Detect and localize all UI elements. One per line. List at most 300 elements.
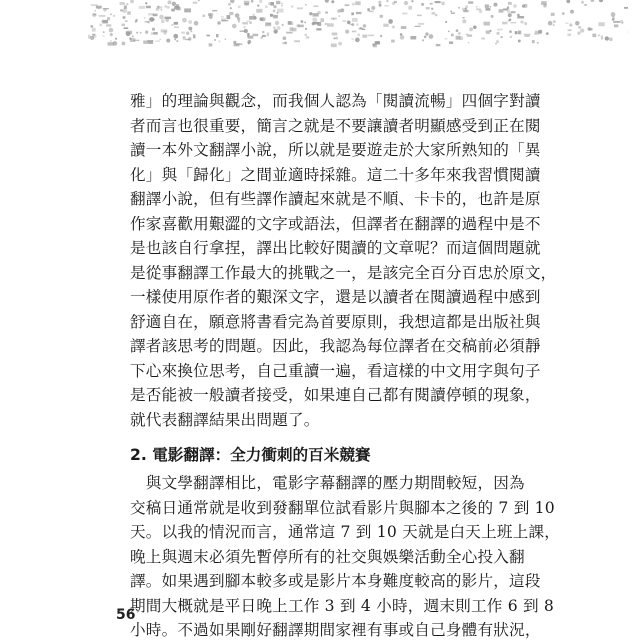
pattern-mark <box>257 5 259 7</box>
pattern-mark <box>345 30 349 34</box>
pattern-mark <box>432 12 436 14</box>
pattern-mark <box>441 1 445 5</box>
pattern-mark <box>165 18 169 22</box>
section-heading: 2. 電影翻譯：全力衝刺的百米競賽 <box>130 441 500 469</box>
pattern-mark <box>371 6 375 10</box>
pattern-mark <box>436 44 441 46</box>
pattern-mark <box>225 38 227 40</box>
decorative-header-pattern <box>88 0 628 48</box>
text-line: 一樣使用原作者的艱深文字，還是以讀者在閱讀過程中感到 <box>130 285 500 310</box>
pattern-mark <box>174 27 179 28</box>
pattern-mark <box>350 24 354 25</box>
pattern-mark <box>511 11 516 13</box>
pattern-mark <box>580 28 584 32</box>
pattern-mark <box>125 20 128 21</box>
pattern-mark <box>90 36 94 40</box>
pattern-mark <box>400 35 405 40</box>
pattern-mark <box>450 10 452 12</box>
pattern-mark <box>352 38 354 39</box>
pattern-mark <box>410 36 416 39</box>
pattern-mark <box>233 41 236 44</box>
pattern-mark <box>485 8 490 11</box>
pattern-mark <box>325 12 328 14</box>
text-line: 期間大概就是平日晚上工作 3 到 4 小時，週末則工作 6 到 8 <box>130 594 500 619</box>
pattern-mark <box>476 6 478 8</box>
pattern-mark <box>103 31 105 33</box>
pattern-mark <box>209 43 213 46</box>
pattern-mark <box>392 25 395 28</box>
pattern-mark <box>242 22 248 24</box>
pattern-mark <box>462 8 466 11</box>
pattern-mark <box>518 32 521 34</box>
pattern-mark <box>524 35 529 36</box>
pattern-mark <box>458 32 460 34</box>
pattern-mark <box>109 28 114 33</box>
pattern-mark <box>458 7 460 9</box>
pattern-mark <box>469 27 473 31</box>
pattern-mark <box>182 18 187 23</box>
pattern-mark <box>260 36 263 39</box>
pattern-mark <box>94 10 96 12</box>
pattern-mark <box>484 22 490 26</box>
pattern-mark <box>320 18 324 22</box>
pattern-mark <box>496 40 499 43</box>
pattern-mark <box>517 16 524 19</box>
pattern-mark <box>281 2 283 4</box>
pattern-mark <box>198 0 200 1</box>
pattern-mark <box>135 21 137 23</box>
pattern-mark <box>508 19 511 22</box>
pattern-mark <box>575 21 579 25</box>
pattern-mark <box>249 21 252 24</box>
pattern-mark <box>120 9 123 11</box>
pattern-mark <box>147 21 150 24</box>
pattern-mark <box>171 24 173 26</box>
pattern-mark <box>214 39 216 41</box>
pattern-mark <box>493 3 497 7</box>
pattern-mark <box>115 38 117 40</box>
pattern-mark <box>305 4 307 6</box>
pattern-mark <box>448 31 450 33</box>
pattern-mark <box>262 31 264 33</box>
pattern-mark <box>352 31 356 33</box>
pattern-mark <box>592 34 596 37</box>
pattern-mark <box>309 12 312 15</box>
pattern-mark <box>281 5 283 7</box>
pattern-mark <box>522 5 525 8</box>
pattern-mark <box>520 20 523 23</box>
pattern-mark <box>230 7 232 9</box>
pattern-mark <box>124 27 129 29</box>
pattern-mark <box>473 25 477 29</box>
pattern-mark <box>598 22 604 26</box>
pattern-mark <box>297 7 303 9</box>
pattern-mark <box>294 40 300 42</box>
pattern-mark <box>248 42 251 45</box>
pattern-mark <box>273 10 276 13</box>
pattern-mark <box>456 36 461 40</box>
pattern-mark <box>110 13 112 15</box>
pattern-mark <box>126 31 132 35</box>
pattern-mark <box>102 20 108 24</box>
pattern-mark <box>355 1 360 5</box>
pattern-mark <box>388 19 393 24</box>
text-line: 作家喜歡用艱澀的文字或語法，但譯者在翻譯的過程中是不 <box>130 212 500 237</box>
text-line: 小時。不過如果剛好翻譯期間家裡有事或自己身體有狀況， <box>130 618 500 643</box>
pattern-mark <box>286 32 292 34</box>
pattern-mark <box>161 9 163 11</box>
text-line: 舒適自在，願意將書看完為首要原則，我想這都是出版社與 <box>130 310 500 335</box>
pattern-mark <box>124 5 127 8</box>
pattern-mark <box>468 42 470 44</box>
pattern-mark <box>577 32 580 35</box>
pattern-mark <box>173 34 178 39</box>
pattern-mark <box>143 41 147 44</box>
pattern-mark <box>508 2 512 5</box>
text-line: 者而言也很重要，簡言之就是不要讓讀者明顯感受到正在閱 <box>130 114 500 139</box>
pattern-mark <box>456 29 459 32</box>
pattern-mark <box>159 38 161 40</box>
pattern-mark <box>120 2 125 5</box>
pattern-mark <box>127 11 131 14</box>
pattern-mark <box>193 2 198 4</box>
pattern-mark <box>216 34 219 37</box>
pattern-mark <box>266 23 271 25</box>
pattern-mark <box>164 5 167 8</box>
pattern-mark <box>122 16 125 19</box>
pattern-mark <box>367 35 374 36</box>
pattern-mark <box>356 23 358 25</box>
text-line: 下心來換位思考，自己重讀一遍，看這樣的中文用字與句子 <box>130 359 500 384</box>
pattern-mark <box>331 0 334 3</box>
pattern-mark <box>161 29 168 32</box>
pattern-mark <box>415 26 421 27</box>
pattern-mark <box>227 15 231 19</box>
header-pattern-graphic <box>88 0 628 48</box>
text-line: 天。以我的情況而言，通常這 7 到 10 天就是白天上班上課， <box>130 520 500 545</box>
pattern-mark <box>238 5 241 8</box>
pattern-mark <box>449 41 453 43</box>
pattern-mark <box>468 1 473 3</box>
pattern-mark <box>325 23 327 24</box>
pattern-mark <box>232 24 237 29</box>
pattern-mark <box>148 13 154 15</box>
pattern-mark <box>174 22 178 25</box>
text-line: 讀一本外文翻譯小說，所以就是要遊走於大家所熟知的「異 <box>130 138 500 163</box>
pattern-mark <box>422 39 424 41</box>
text-line: 與文學翻譯相比，電影字幕翻譯的壓力期間較短，因為 <box>130 471 500 496</box>
pattern-mark <box>581 1 583 4</box>
pattern-mark <box>313 5 318 6</box>
pattern-mark <box>524 22 527 25</box>
pattern-mark <box>217 21 220 24</box>
pattern-mark <box>380 35 382 37</box>
pattern-mark <box>161 19 164 23</box>
pattern-mark <box>591 0 595 2</box>
pattern-mark <box>424 36 427 39</box>
pattern-mark <box>265 5 268 8</box>
pattern-mark <box>500 36 502 38</box>
pattern-mark <box>149 17 154 22</box>
pattern-mark <box>268 2 274 5</box>
pattern-mark <box>584 4 587 5</box>
pattern-mark <box>99 15 106 17</box>
pattern-mark <box>99 24 102 26</box>
pattern-mark <box>243 26 245 28</box>
pattern-mark <box>338 15 340 17</box>
pattern-mark <box>126 3 128 5</box>
pattern-mark <box>256 9 262 13</box>
text-line: 化」與「歸化」之間並適時採雜。這二十多年來我習慣閱讀 <box>130 163 500 188</box>
pattern-mark <box>221 18 226 21</box>
pattern-mark <box>510 36 513 39</box>
pattern-mark <box>171 9 175 12</box>
pattern-mark <box>376 41 379 44</box>
paragraph-2 <box>130 471 500 643</box>
text-line: 是從事翻譯工作最大的挑戰之一，是該完全百分百忠於原文， <box>130 261 500 286</box>
pattern-mark <box>537 42 539 44</box>
pattern-mark <box>107 17 110 20</box>
pattern-mark <box>235 13 240 18</box>
pattern-mark <box>305 28 307 30</box>
pattern-mark <box>562 12 565 15</box>
pattern-mark <box>569 23 572 26</box>
pattern-mark <box>613 21 620 23</box>
pattern-mark <box>347 21 351 25</box>
pattern-mark <box>228 3 231 6</box>
pattern-mark <box>184 8 191 12</box>
page-body <box>130 89 500 643</box>
pattern-mark <box>144 17 146 19</box>
pattern-mark <box>122 8 127 13</box>
pattern-mark <box>92 28 96 32</box>
pattern-mark <box>260 17 264 21</box>
pattern-mark <box>489 6 491 8</box>
pattern-mark <box>417 15 422 16</box>
pattern-mark <box>102 36 104 37</box>
pattern-mark <box>421 3 424 6</box>
pattern-mark <box>186 31 189 34</box>
page-number: 56 <box>116 607 135 623</box>
pattern-mark <box>218 40 220 42</box>
pattern-mark <box>130 0 134 3</box>
pattern-mark <box>491 15 494 18</box>
pattern-mark <box>283 36 287 40</box>
pattern-mark <box>202 15 205 17</box>
pattern-mark <box>503 8 508 10</box>
pattern-mark <box>304 22 306 24</box>
pattern-mark <box>276 1 280 4</box>
pattern-mark <box>340 8 344 12</box>
pattern-mark <box>229 12 233 15</box>
pattern-mark <box>176 40 178 42</box>
pattern-mark <box>312 13 318 16</box>
pattern-mark <box>331 44 337 48</box>
pattern-mark <box>352 18 358 22</box>
pattern-mark <box>590 28 593 31</box>
pattern-mark <box>292 28 296 32</box>
pattern-mark <box>262 35 266 37</box>
pattern-mark <box>140 32 142 34</box>
text-line: 是否能被一般讀者接受，如果連自己都有閱讀停頓的現象， <box>130 383 500 408</box>
pattern-mark <box>465 5 468 8</box>
pattern-mark <box>402 13 407 15</box>
pattern-mark <box>551 13 555 16</box>
pattern-mark <box>306 36 309 38</box>
pattern-mark <box>481 37 484 39</box>
pattern-mark <box>386 0 388 2</box>
pattern-mark <box>435 1 441 3</box>
pattern-mark <box>599 0 603 2</box>
text-line: 譯。如果遇到腳本較多或是影片本身難度較高的影片，這段 <box>130 569 500 594</box>
pattern-mark <box>103 8 109 9</box>
pattern-mark <box>110 33 113 36</box>
pattern-mark <box>221 16 224 17</box>
pattern-mark <box>462 19 466 23</box>
pattern-mark <box>517 14 520 17</box>
pattern-mark <box>509 30 512 32</box>
pattern-mark <box>174 39 176 41</box>
pattern-mark <box>305 34 308 37</box>
pattern-mark <box>238 20 240 22</box>
pattern-mark <box>91 4 98 6</box>
pattern-mark <box>609 37 613 41</box>
pattern-mark <box>373 44 377 47</box>
pattern-mark <box>153 32 158 35</box>
pattern-mark <box>379 4 382 7</box>
text-line: 就代表翻譯結果出問題了。 <box>130 408 500 433</box>
pattern-mark <box>259 0 262 3</box>
pattern-mark <box>333 18 335 20</box>
pattern-mark <box>485 4 489 7</box>
pattern-mark <box>206 35 210 37</box>
pattern-mark <box>167 17 169 19</box>
pattern-mark <box>611 12 616 17</box>
pattern-mark <box>122 24 125 27</box>
pattern-mark <box>240 30 245 32</box>
pattern-mark <box>273 15 278 18</box>
pattern-mark <box>565 23 568 24</box>
pattern-mark <box>275 21 279 25</box>
pattern-mark <box>362 35 367 38</box>
pattern-mark <box>167 6 170 9</box>
pattern-mark <box>338 42 342 46</box>
text-line: 晚上與週末必須先暫停所有的社交與娛樂活動全心投入翻 <box>130 545 500 570</box>
pattern-mark <box>193 34 196 38</box>
pattern-mark <box>378 1 381 4</box>
text-line: 翻譯小說，但有些譯作讀起來就是不順、卡卡的，也許是原 <box>130 187 500 212</box>
pattern-mark <box>209 15 213 19</box>
pattern-mark <box>425 32 428 35</box>
pattern-mark <box>511 22 517 23</box>
pattern-mark <box>343 20 347 22</box>
pattern-mark <box>431 8 433 10</box>
text-line: 雅」的理論與觀念，而我個人認為「閱讀流暢」四個字對讀 <box>130 89 500 114</box>
pattern-mark <box>566 0 570 3</box>
pattern-mark <box>392 2 395 5</box>
pattern-mark <box>383 24 388 27</box>
pattern-mark <box>515 31 518 34</box>
pattern-mark <box>92 34 94 36</box>
pattern-mark <box>418 23 424 25</box>
pattern-mark <box>325 0 329 3</box>
pattern-mark <box>155 41 160 42</box>
pattern-mark <box>622 22 624 24</box>
pattern-mark <box>194 21 199 26</box>
pattern-mark <box>190 30 192 32</box>
pattern-mark <box>497 29 503 31</box>
pattern-mark <box>546 32 549 35</box>
pattern-mark <box>212 10 217 11</box>
pattern-mark <box>182 36 186 40</box>
pattern-mark <box>332 33 338 36</box>
pattern-mark <box>312 17 317 22</box>
pattern-mark <box>624 7 628 9</box>
pattern-mark <box>570 10 574 14</box>
pattern-mark <box>145 30 148 33</box>
pattern-mark <box>176 4 179 8</box>
pattern-mark <box>543 4 547 8</box>
pattern-mark <box>335 37 338 40</box>
pattern-mark <box>96 6 102 9</box>
pattern-mark <box>548 21 553 26</box>
pattern-mark <box>578 26 581 28</box>
pattern-mark <box>411 0 413 2</box>
pattern-mark <box>270 14 273 17</box>
pattern-mark <box>401 26 407 29</box>
pattern-mark <box>445 21 447 23</box>
pattern-mark <box>445 38 448 39</box>
pattern-mark <box>267 33 269 37</box>
pattern-mark <box>355 38 360 43</box>
pattern-mark <box>568 29 572 31</box>
pattern-mark <box>251 0 254 3</box>
pattern-mark <box>351 12 354 15</box>
pattern-mark <box>93 14 97 16</box>
pattern-mark <box>188 20 192 24</box>
pattern-mark <box>188 37 192 41</box>
pattern-mark <box>363 24 367 28</box>
pattern-mark <box>188 27 192 31</box>
pattern-mark <box>426 7 430 9</box>
pattern-mark <box>380 15 383 18</box>
pattern-mark <box>333 37 335 39</box>
pattern-mark <box>435 14 438 17</box>
pattern-mark <box>288 21 292 25</box>
pattern-mark <box>244 3 249 5</box>
pattern-mark <box>230 0 234 3</box>
pattern-mark <box>113 15 115 17</box>
pattern-mark <box>312 22 315 25</box>
pattern-mark <box>147 40 153 42</box>
pattern-mark <box>316 28 321 30</box>
pattern-mark <box>166 38 170 42</box>
pattern-mark <box>327 23 334 26</box>
pattern-mark <box>317 22 321 26</box>
pattern-mark <box>404 1 408 5</box>
pattern-mark <box>110 40 112 42</box>
pattern-mark <box>518 40 521 43</box>
pattern-mark <box>337 9 341 13</box>
pattern-mark <box>408 6 412 10</box>
pattern-mark <box>176 9 181 10</box>
pattern-mark <box>499 9 504 12</box>
pattern-mark <box>614 24 618 27</box>
pattern-mark <box>497 32 500 35</box>
pattern-mark <box>367 8 369 11</box>
pattern-mark <box>277 26 281 30</box>
pattern-mark <box>122 42 126 46</box>
